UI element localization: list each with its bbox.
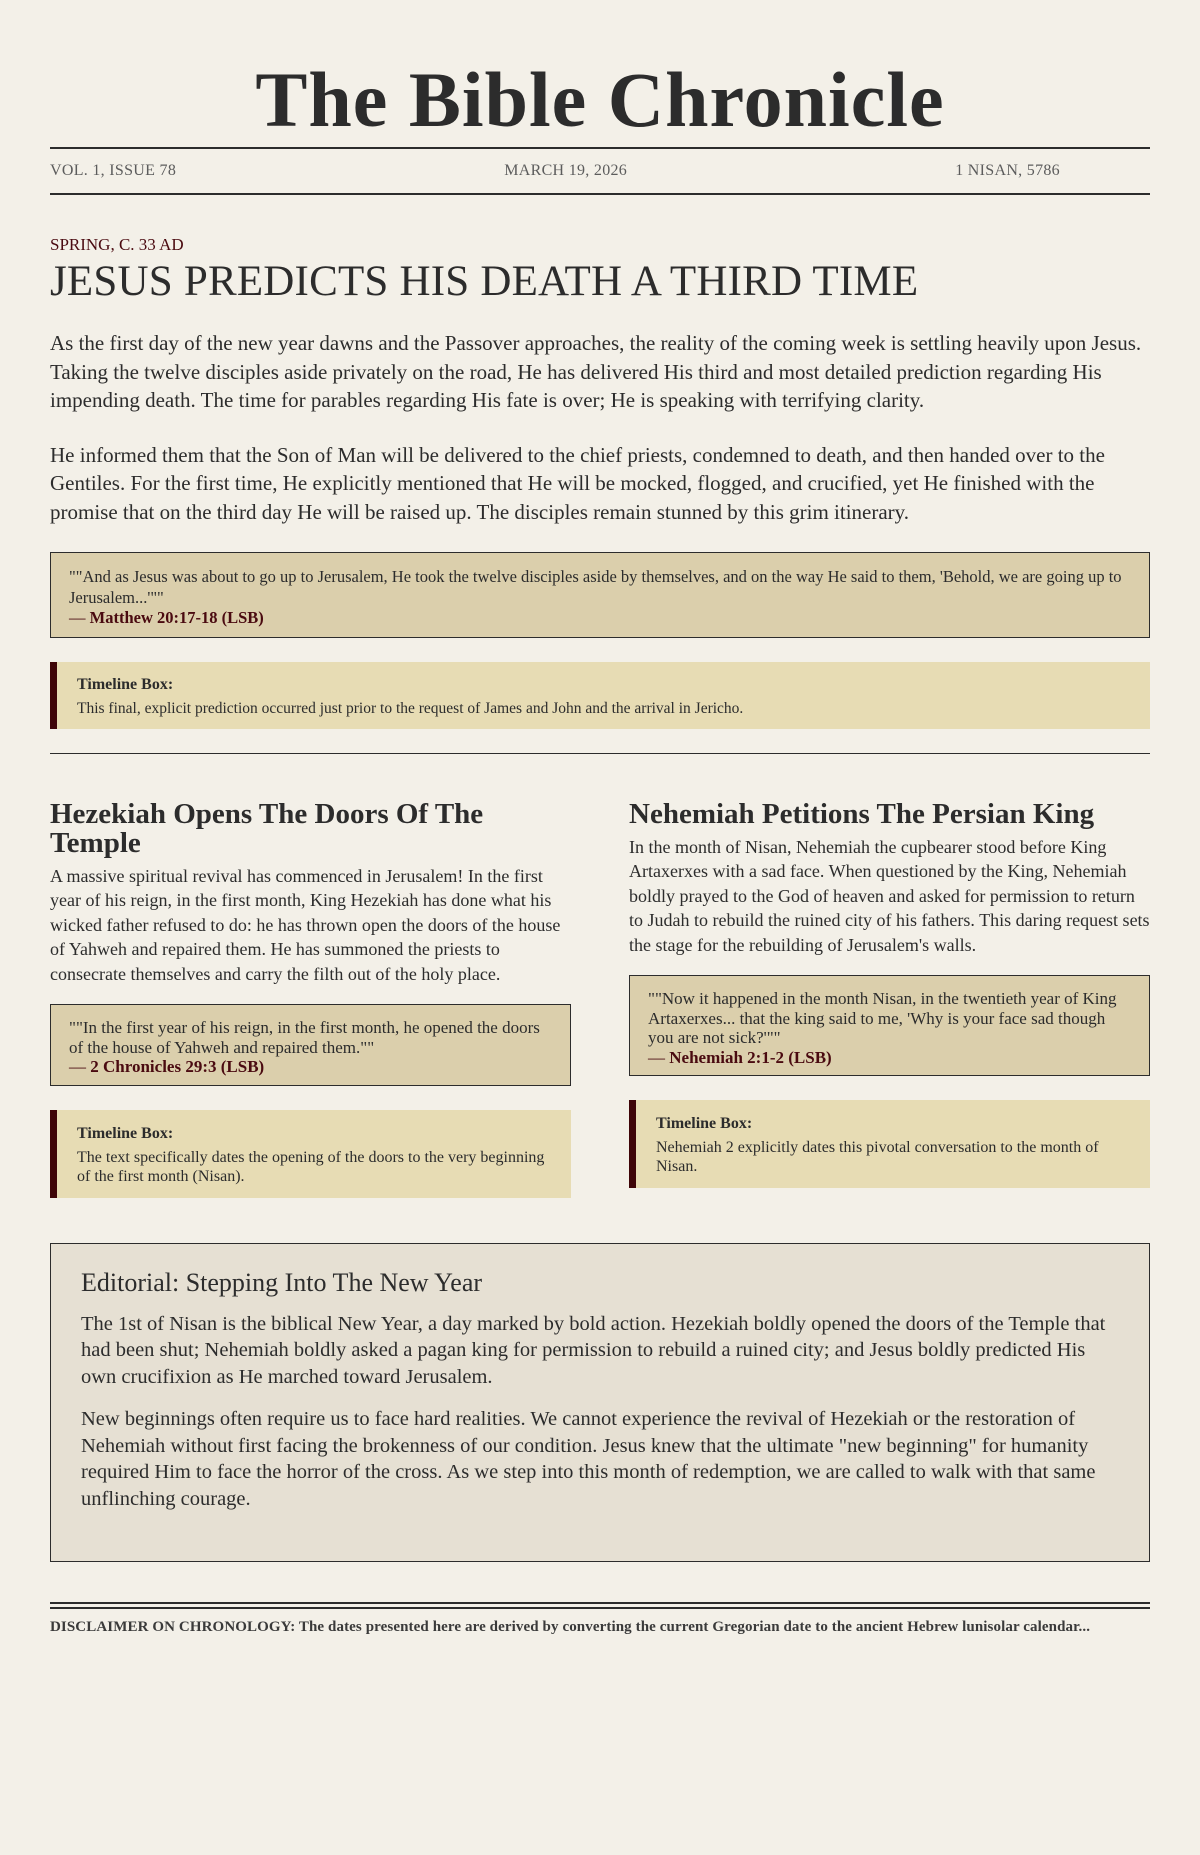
hebrew-date: 1 NISAN, 5786 (955, 162, 1060, 179)
editorial-paragraph: New beginnings often require us to face hard realities. We cannot experience the revival of Hezekiah or the restoration of Nehemiah without first facing the brokenness of our condition. Jesus knew that the ultimate "new beginning" for humanity required Him to face the horror of the cross. As we step into this month of redemption, we are called to walk with that same unflinching courage. (81, 1408, 1096, 1510)
footer (50, 1602, 1150, 1636)
article-headline: JESUS PREDICTS HIS DEATH A THIRD TIME (50, 258, 919, 305)
footer-double-rule (50, 1602, 1150, 1609)
quote-citation (69, 1057, 552, 1077)
citation-reference: 2 Chronicles 29:3 (LSB) (90, 1057, 265, 1076)
article-paragraph: As the first day of the new year dawns and the Passover approaches, the reality of the coming week is settling heavily upon Jesus. Taking the twelve disciples aside privately on the road, He has delivered His third and most detailed prediction regarding His impending death. The time for parables regarding His fate is over; He is speaking with terrifying clarity. (50, 331, 1142, 412)
column-body: In the month of Nisan, Nehemiah the cupbearer stood before King Artaxerxes with a sad face. When questioned by the King, Nehemiah boldly prayed to the God of heaven and asked for permission to return to Judah to rebuild the ruined city of his fathers. This daring request sets the stage for the rebuilding of Jerusalem's walls. (629, 836, 1150, 955)
citation-reference: Nehemiah 2:1-2 (LSB) (669, 1047, 832, 1067)
timeline-label: Timeline Box: (656, 1115, 753, 1132)
column-headline: Hezekiah Opens The Doors Of The Temple (50, 797, 484, 859)
scripture-quote (629, 975, 1150, 1076)
masthead (50, 0, 1150, 195)
masthead-title: The Bible Chronicle (255, 56, 945, 143)
timeline-box (50, 662, 1150, 729)
editorial-title: Editorial: Stepping Into The New Year (81, 1267, 483, 1297)
column-body: A massive spiritual revival has commenced in Jerusalem! In the first year of his reign, in the first month, King Hezekiah has done what his wicked father refused to do: he has thrown open the doors of the house of Yahweh and repaired them. He has summoned the priests to consecrate themselves and carry the filth out of the holy place. (50, 865, 561, 984)
chronology-disclaimer: DISCLAIMER ON CHRONOLOGY: The dates presented here are derived by converting the current Gregorian date to the ancient Hebrew lunisolar calendar... (50, 1618, 1091, 1635)
timeline-text: This final, explicit prediction occurred just prior to the request of James and John and the arrival in Jericho. (77, 699, 744, 717)
quote-text: ""Now it happened in the month Nisan, in the twentieth year of King Artaxerxes... that the king said to me, 'Why is your face sad though you are not sick?'"" (648, 989, 1117, 1047)
article-hezekiah (50, 797, 571, 1198)
timeline-box (629, 1100, 1150, 1188)
editorial-paragraph: The 1st of Nisan is the biblical New Year, a day marked by bold action. Hezekiah boldly opened the doors of the Temple that had been shut; Nehemiah boldly asked a pagan king for permission to rebuild a ruined city; and Jesus boldly predicted His own crucifixion as He marched toward Jerusalem. (81, 1312, 1106, 1388)
citation-dash: — (648, 1047, 670, 1067)
citation-reference: Matthew 20:17-18 (LSB) (89, 608, 264, 627)
quote-text: ""And as Jesus was about to go up to Jerusalem, He took the twelve disciples aside by themselves, and on the way He said to them, 'Behold, we are going up to Jerusalem...'"" (69, 567, 1122, 607)
section-divider (50, 753, 1150, 754)
quote-citation (648, 1048, 1131, 1068)
column-headline: Nehemiah Petitions The Persian King (629, 797, 1095, 830)
scripture-quote (50, 1004, 571, 1086)
issue-volume: VOL. 1, ISSUE 78 (50, 162, 177, 179)
article-kicker: SPRING, C. 33 AD (50, 235, 184, 254)
timeline-box (50, 1110, 571, 1198)
secondary-articles (50, 797, 1150, 1198)
scripture-quote (50, 552, 1150, 638)
timeline-label: Timeline Box: (77, 675, 174, 693)
editorial-box (50, 1243, 1150, 1562)
newspaper-page (50, 0, 1150, 1636)
article-nehemiah (629, 797, 1150, 1198)
article-body (50, 329, 1150, 526)
citation-dash: — (69, 1057, 91, 1076)
gregorian-date: MARCH 19, 2026 (504, 162, 628, 179)
quote-text: ""In the first year of his reign, in the first month, he opened the doors of the house of Yahweh and repaired them."" (69, 1018, 540, 1057)
main-article (50, 195, 1150, 729)
timeline-text: The text specifically dates the opening of the doors to the very beginning of the first month (Nisan). (77, 1148, 545, 1185)
article-paragraph: He informed them that the Son of Man will be delivered to the chief priests, condemned to death, and then handed over to the Gentiles. For the first time, He explicitly mentioned that He will be mocked, flogged, and crucified, yet He finished with the promise that on the third day He will be raised up. The disciples remain stunned by this grim itinerary. (50, 442, 1105, 524)
quote-citation (69, 608, 1131, 629)
timeline-text: Nehemiah 2 explicitly dates this pivotal conversation to the month of Nisan. (656, 1139, 1099, 1175)
issue-info-bar (50, 149, 1150, 195)
citation-dash: — (69, 608, 90, 627)
timeline-label: Timeline Box: (77, 1124, 174, 1142)
